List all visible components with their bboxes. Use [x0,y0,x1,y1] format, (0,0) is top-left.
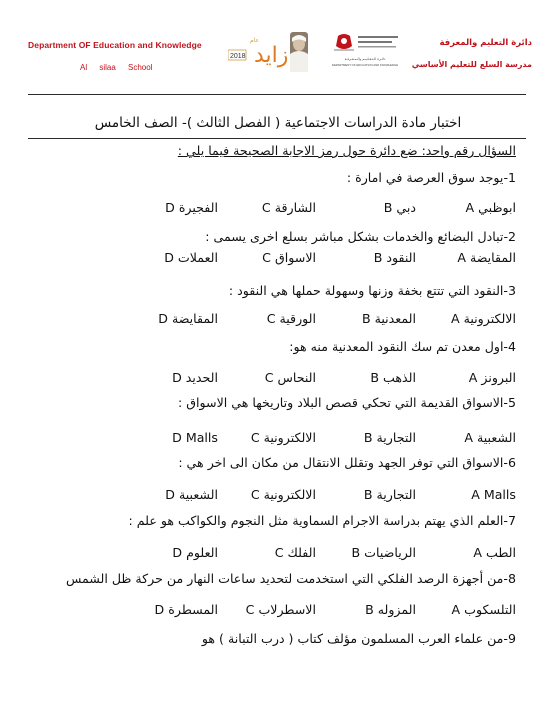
option-letter: D [172,545,183,560]
option-answer: المقايضة [469,250,516,265]
option-answer: التجارية [376,430,416,445]
option-a[interactable] [473,545,516,560]
option-answer: الفجيرة [178,200,218,215]
option-b[interactable] [364,487,416,502]
option-d[interactable] [165,200,218,215]
question-text: 8-من أجهزة الرصد الفلكي التي استخدمت لتحديد ساعات النهار من حركة ظل الشمس [65,571,516,586]
option-answer: الاسطرلاب [258,602,316,617]
option-a[interactable] [452,602,517,617]
option-answer: الحديد [185,370,218,385]
header-arabic [402,38,532,69]
question-text: 5-الاسواق القديمة التي تحكي قصص البلاد وتاريخها هي الاسواق : [178,395,516,410]
option-letter: A [464,430,473,445]
school-name-en: Al silaa School [80,63,153,72]
option-c[interactable] [267,311,316,326]
option-letter: A [450,311,460,326]
option-letter: D [158,311,168,326]
option-letter: D [172,370,182,385]
option-letter: C [266,311,276,326]
option-answer: الالكترونية [263,487,316,502]
question-text: 6-الاسواق التي توفر الجهد وتقلل الانتقال من مكان الى اخر هي : [178,455,516,470]
option-answer: العلوم [186,545,218,560]
instruction: السؤال رقم واحد: ضع دائرة حول رمز الاجابة الصحيحة فيما يلي : [177,143,516,158]
option-letter: D [164,250,174,265]
option-c[interactable] [262,200,316,215]
options-row [150,200,516,220]
option-answer: ابوظبي [478,200,516,215]
option-a[interactable] [451,311,516,326]
logo-caption-en: DEPARTMENT OF EDUCATION AND KNOWLEDGE [331,63,399,67]
option-letter: B [373,250,383,265]
option-d[interactable] [172,430,218,445]
option-letter: B [361,311,371,326]
logo-zayed-text: زايد [254,43,289,68]
option-letter: A [457,250,466,265]
option-b[interactable] [352,545,416,560]
options-row [150,430,516,450]
option-d[interactable] [164,250,218,265]
option-answer: التجارية [376,487,416,502]
option-letter: B [363,430,373,445]
option-answer: الالكترونية [263,430,316,445]
option-letter: C [261,200,271,215]
option-answer: دبي [396,200,416,215]
option-b[interactable] [365,602,416,617]
option-letter: D [165,200,175,215]
exam-title: اختبار مادة الدراسات الاجتماعية ( الفصل الثالث )- الصف الخامس [94,115,462,131]
option-c[interactable] [251,487,316,502]
option-a[interactable] [464,430,516,445]
option-answer: الشعبية [477,430,516,445]
option-answer: الشعبية [179,487,218,502]
option-b[interactable] [362,311,416,326]
year-of-zayed-logo [228,28,310,84]
header-divider [28,94,526,95]
option-letter: B [365,602,374,617]
option-answer: الشارقة [274,200,316,215]
option-answer: الطب [485,545,516,560]
option-answer: المزوله [377,602,416,617]
question-text: 1-يوجد سوق العرصة في امارة : [346,170,516,185]
option-b[interactable] [364,430,416,445]
dept-name-en: Department OF Education and Knowledge [28,40,202,50]
option-answer: العملات [177,250,218,265]
option-answer: الالكترونية [463,311,516,326]
option-d[interactable] [172,370,218,385]
option-answer: النحاس [277,370,316,385]
option-d[interactable] [172,545,218,560]
options-row [150,545,516,565]
option-letter: C [264,370,274,385]
option-letter: A [451,602,461,617]
option-letter: A [473,545,482,560]
question-text: 7-العلم الذي يهتم بدراسة الاجرام السماوية مثل النجوم والكواكب هو علم : [128,513,516,528]
option-answer: المسطرة [168,602,218,617]
option-answer: المقايضة [171,311,218,326]
option-letter: C [274,545,284,560]
option-a[interactable] [471,487,516,502]
option-b[interactable] [374,250,416,265]
logo-caption-ar: دائـرة الـتـعـلـيـم والـمـعـرفـة [344,57,386,61]
option-d[interactable] [155,602,218,617]
question-text: 2-تبادل البضائع والخدمات بشكل مباشر بسلع اخرى يسمى : [205,229,516,244]
option-letter: C [250,430,260,445]
option-answer: Malls [483,487,516,502]
option-letter: B [351,545,361,560]
options-row [150,602,516,622]
option-letter: B [363,487,373,502]
dept-name-ar: دائرة التعليم والمعرفة [439,38,532,48]
question-text: 9-من علماء العرب المسلمون مؤلف كتاب ( درب التبانة ) هو [201,631,516,646]
option-answer: الفلك [287,545,316,560]
header-english [28,40,213,72]
option-answer: الذهب [383,370,416,385]
logo-year-word: عام [250,37,260,44]
option-letter: C [245,602,255,617]
option-letter: A [465,200,475,215]
option-d[interactable] [158,311,218,326]
option-answer: النقود [386,250,416,265]
option-letter: A [471,487,480,502]
question-text: 4-اول معدن تم سك النقود المعدنية منه هو: [289,339,516,354]
option-b[interactable] [370,370,416,385]
option-answer: الورقية [279,311,316,326]
option-answer: الرياضيات [364,545,416,560]
logo-year: 2018 [230,53,246,60]
option-a[interactable] [466,200,516,215]
option-letter: A [468,370,478,385]
options-row [150,487,516,507]
options-row [150,311,516,331]
option-letter: C [262,250,271,265]
option-b[interactable] [384,200,416,215]
option-answer: التلسكوب [464,602,516,617]
option-letter: D [172,430,182,445]
option-a[interactable] [457,250,516,265]
question-text: 3-النقود التي تتتع بخفة وزنها وسهولة حملها هي النقود : [228,283,516,298]
option-answer: المعدنية [374,311,416,326]
option-letter: B [383,200,393,215]
option-c[interactable] [262,250,316,265]
option-d[interactable] [165,487,218,502]
education-dept-logo [330,32,400,76]
options-row [150,250,516,270]
option-letter: D [165,487,175,502]
option-letter: D [154,602,165,617]
option-letter: C [250,487,260,502]
title-divider [28,138,526,139]
options-row [150,370,516,390]
option-c[interactable] [251,430,316,445]
option-answer: الاسواق [274,250,316,265]
option-c[interactable] [246,602,316,617]
option-letter: B [370,370,380,385]
option-c[interactable] [275,545,316,560]
option-answer: Malls [185,430,218,445]
option-c[interactable] [265,370,316,385]
option-a[interactable] [469,370,516,385]
falcon-emblem-icon [334,34,354,50]
option-answer: البرونز [481,370,516,385]
portrait-icon [290,32,308,72]
school-name-ar: مدرسة السلع للتعليم الأساسي [411,60,532,69]
